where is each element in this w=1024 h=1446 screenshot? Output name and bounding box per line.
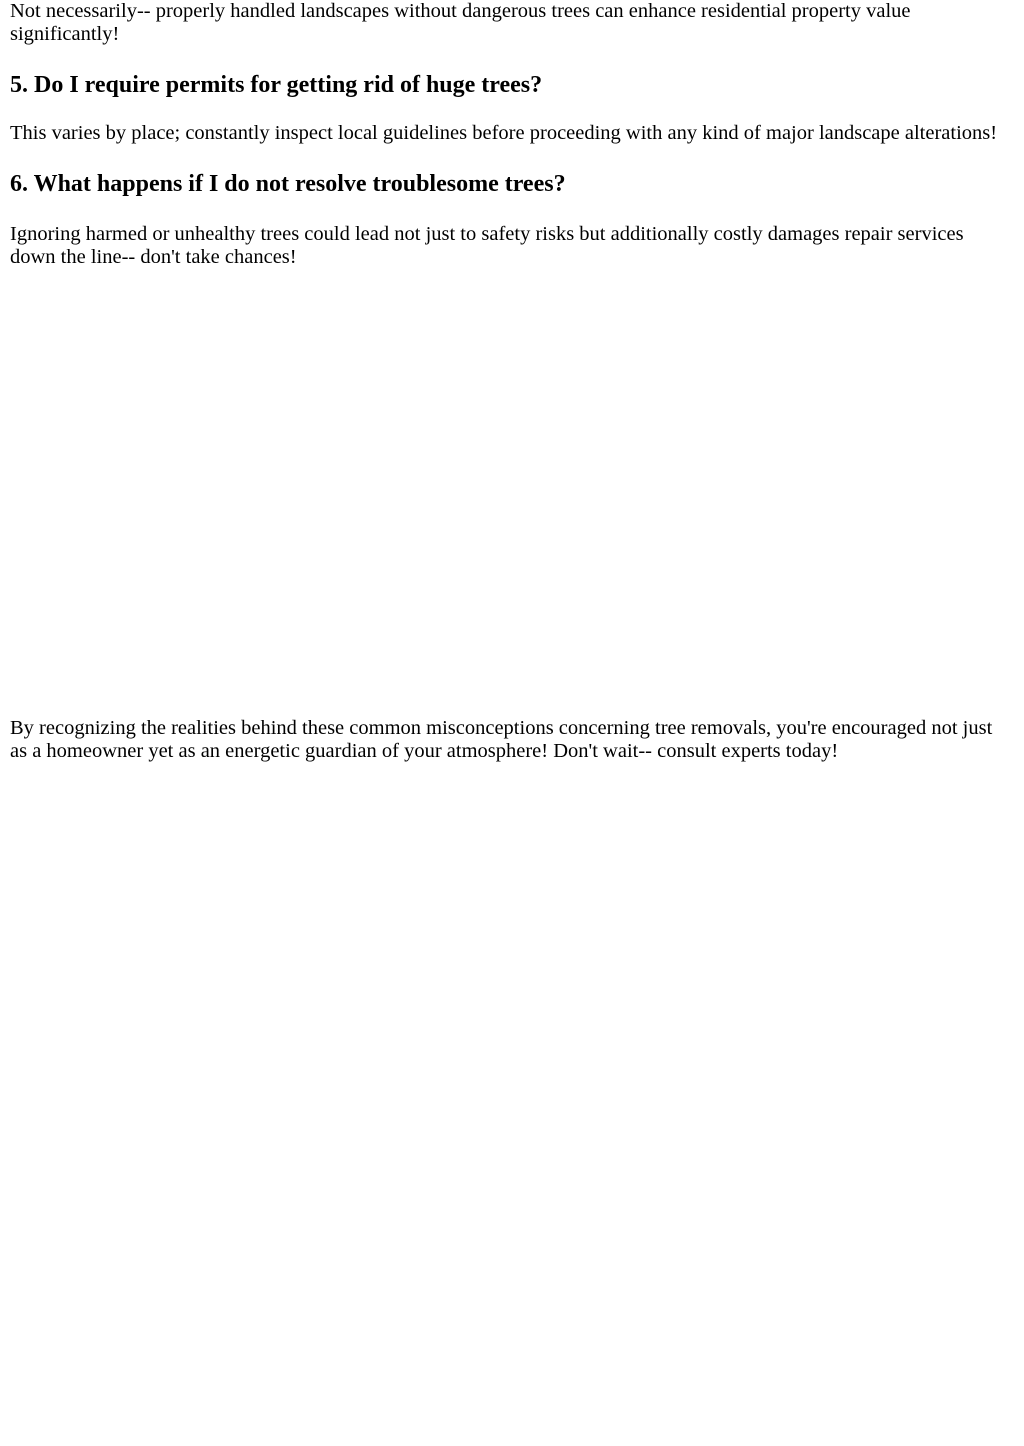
faq-question-6-heading: 6. What happens if I do not resolve troublesome trees?: [10, 171, 566, 197]
faq-answer-previous: Not necessarily-- properly handled landscapes without dangerous trees can enhance residential property value significantly!: [10, 0, 911, 45]
conclusion-paragraph: By recognizing the realities behind these common misconceptions concerning tree removals, you're encouraged not just as a homeowner yet as an energetic guardian of your atmosphere! Don't wait-- consult experts today!: [10, 717, 993, 762]
faq-answer-5: This varies by place; constantly inspect local guidelines before proceeding with any kind of major landscape alterations!: [10, 122, 998, 144]
faq-question-5-heading: 5. Do I require permits for getting rid of huge trees?: [10, 72, 543, 98]
faq-answer-6: Ignoring harmed or unhealthy trees could lead not just to safety risks but additionally costly damages repair services down the line-- don't take chances!: [10, 223, 964, 268]
